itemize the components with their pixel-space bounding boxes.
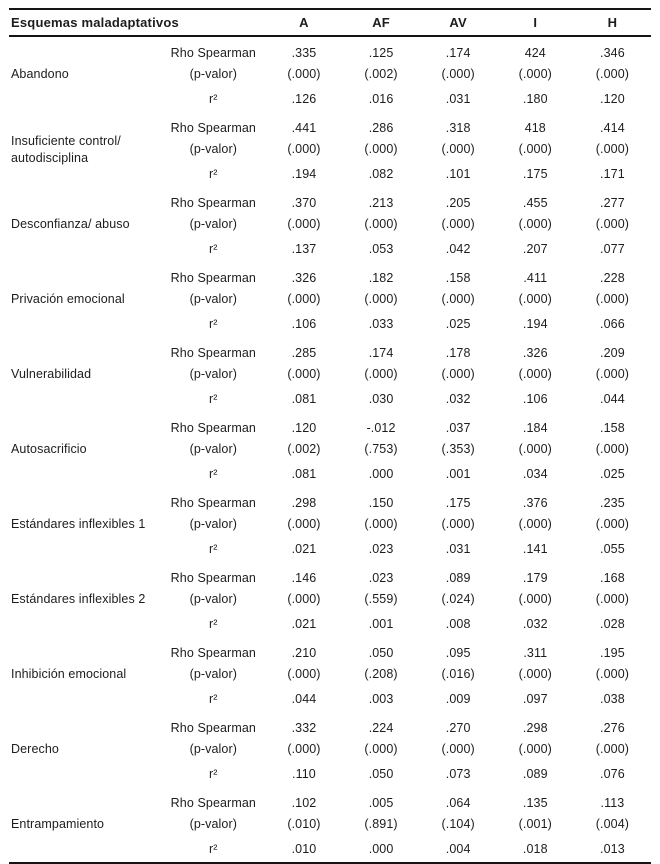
stat-label-p: (p-valor) [189, 217, 238, 231]
stat-label-cell [161, 637, 265, 685]
p-value: (.000) [518, 367, 552, 381]
cell-af [343, 36, 420, 85]
rho-value: .276 [600, 721, 625, 735]
p-value: (.000) [441, 217, 475, 231]
cell-r2-i: .141 [522, 541, 548, 556]
rho-value: .050 [368, 646, 394, 660]
rho-value: .455 [522, 196, 548, 210]
rho-value: .158 [600, 421, 625, 435]
rho-value: .182 [368, 271, 394, 285]
stat-label-p: (p-valor) [189, 367, 238, 381]
cell-r2-i: .097 [522, 691, 548, 706]
p-value: (.353) [441, 442, 475, 456]
cell-av [420, 112, 497, 160]
stat-label-p: (p-valor) [189, 742, 238, 756]
stat-label-cell [161, 262, 265, 310]
p-value: (.000) [595, 592, 630, 606]
cell-r2-av: .001 [445, 466, 471, 481]
rho-value: .318 [445, 121, 471, 135]
p-value: (.000) [287, 292, 321, 306]
cell-r2-h: .044 [600, 391, 625, 406]
cell-i [497, 637, 574, 685]
p-value: (.000) [595, 142, 630, 156]
rho-value: .120 [291, 421, 317, 435]
table-row-rho-p [9, 412, 651, 460]
cell-r2-av: .031 [445, 91, 471, 106]
cell-i [497, 787, 574, 835]
cell-r2-av: .031 [445, 541, 471, 556]
stat-label-r2: r² [209, 541, 218, 556]
cell-r2-a: .126 [291, 91, 317, 106]
table-title: Esquemas maladaptativos [9, 9, 265, 36]
cell-av [420, 787, 497, 835]
stat-label-r2: r² [209, 616, 218, 631]
cell-r2-av: .004 [445, 841, 471, 856]
p-value: (.000) [595, 292, 630, 306]
p-value: (.000) [364, 142, 398, 156]
cell-h [574, 337, 651, 385]
p-value: (.000) [595, 217, 630, 231]
p-value: (.000) [441, 67, 475, 81]
cell-r2-i: .032 [522, 616, 548, 631]
p-value: (.753) [364, 442, 398, 456]
stat-label-r2: r² [209, 466, 218, 481]
stat-label-cell [161, 487, 265, 535]
rho-value: .326 [522, 346, 548, 360]
p-value: (.000) [287, 367, 321, 381]
cell-r2-av: .009 [445, 691, 471, 706]
rho-value: .005 [368, 796, 394, 810]
p-value: (.004) [595, 817, 630, 831]
p-value: (.559) [364, 592, 398, 606]
cell-i [497, 187, 574, 235]
cell-r2-av: .025 [445, 316, 471, 331]
cell-af [343, 487, 420, 535]
rho-value: .175 [445, 496, 471, 510]
cell-i [497, 337, 574, 385]
cell-av [420, 337, 497, 385]
stat-label-cell [161, 787, 265, 835]
rho-value: .125 [368, 46, 394, 60]
cell-r2-a: .044 [291, 691, 317, 706]
cell-r2-a: .194 [291, 166, 317, 181]
table-header [9, 9, 651, 36]
cell-r2-h: .120 [600, 91, 625, 106]
cell-af [343, 187, 420, 235]
p-value: (.000) [518, 142, 552, 156]
cell-af [343, 262, 420, 310]
p-value: (.016) [441, 667, 475, 681]
cell-af [343, 562, 420, 610]
cell-h [574, 712, 651, 760]
rho-value: .441 [291, 121, 317, 135]
cell-r2-af: .016 [368, 91, 394, 106]
cell-h [574, 412, 651, 460]
cell-r2-a: .106 [291, 316, 317, 331]
cell-av [420, 712, 497, 760]
cell-av [420, 262, 497, 310]
schema-label: Desconfianza/ abuso [11, 217, 130, 231]
table-row-rho-p [9, 112, 651, 160]
rho-value: .146 [291, 571, 317, 585]
rho-value: .174 [368, 346, 394, 360]
stat-label-rho: Rho Spearman [170, 796, 256, 810]
stat-label-p: (p-valor) [189, 67, 238, 81]
stat-label-r2: r² [209, 766, 218, 781]
cell-r2-af: .082 [368, 166, 394, 181]
cell-av [420, 187, 497, 235]
rho-value: .298 [522, 721, 548, 735]
p-value: (.000) [595, 517, 630, 531]
cell-av [420, 36, 497, 85]
column-header-i: I [497, 9, 574, 36]
cell-r2-i: .180 [522, 91, 548, 106]
p-value: (.000) [441, 517, 475, 531]
cell-a [265, 562, 342, 610]
stat-label-p: (p-valor) [189, 442, 238, 456]
cell-af [343, 412, 420, 460]
rho-value: .213 [368, 196, 394, 210]
stat-label-rho: Rho Spearman [170, 196, 256, 210]
rho-value: .089 [445, 571, 471, 585]
header-row [9, 9, 651, 36]
cell-a [265, 712, 342, 760]
cell-r2-h: .038 [600, 691, 625, 706]
rho-value: 424 [524, 46, 546, 60]
cell-r2-a: .081 [291, 391, 317, 406]
cell-h [574, 36, 651, 85]
stat-label-rho: Rho Spearman [170, 496, 256, 510]
rho-value: .311 [523, 646, 548, 660]
rho-value: .158 [445, 271, 471, 285]
rho-value: .335 [291, 46, 317, 60]
stat-label-rho: Rho Spearman [170, 721, 256, 735]
p-value: (.891) [364, 817, 398, 831]
p-value: (.000) [518, 442, 552, 456]
rho-value: .370 [291, 196, 317, 210]
rho-value: .195 [600, 646, 625, 660]
cell-h [574, 637, 651, 685]
column-header-av: AV [420, 9, 497, 36]
cell-r2-af: .030 [368, 391, 394, 406]
cell-r2-af: .003 [368, 691, 394, 706]
table-row-rho-p [9, 187, 651, 235]
p-value: (.000) [364, 367, 398, 381]
cell-h [574, 187, 651, 235]
cell-r2-a: .010 [291, 841, 317, 856]
table-row-rho-p [9, 262, 651, 310]
column-header-a: A [265, 9, 342, 36]
cell-av [420, 562, 497, 610]
rho-value: 418 [524, 121, 546, 135]
cell-r2-i: .089 [522, 766, 548, 781]
p-value: (.000) [441, 292, 475, 306]
p-value: (.000) [518, 517, 552, 531]
cell-h [574, 262, 651, 310]
table-row-rho-p [9, 712, 651, 760]
correlation-table [9, 8, 651, 864]
p-value: (.000) [441, 742, 475, 756]
rho-value: .174 [445, 46, 471, 60]
stat-label-cell [161, 562, 265, 610]
p-value: (.000) [287, 742, 321, 756]
cell-r2-af: .000 [368, 841, 394, 856]
rho-value: .209 [600, 346, 625, 360]
schema-label: Privación emocional [11, 292, 125, 306]
schema-label: Estándares inflexibles 1 [11, 517, 146, 531]
cell-r2-af: .000 [368, 466, 394, 481]
p-value: (.104) [441, 817, 475, 831]
stat-label-r2: r² [209, 91, 218, 106]
rho-value: .102 [291, 796, 317, 810]
cell-r2-af: .050 [368, 766, 394, 781]
cell-r2-i: .034 [522, 466, 548, 481]
cell-i [497, 712, 574, 760]
cell-i [497, 262, 574, 310]
p-value: (.000) [595, 742, 630, 756]
cell-a [265, 187, 342, 235]
cell-af [343, 112, 420, 160]
rho-value: .178 [445, 346, 471, 360]
cell-h [574, 487, 651, 535]
p-value: (.000) [287, 67, 321, 81]
p-value: (.000) [518, 592, 552, 606]
stat-label-r2: r² [209, 241, 218, 256]
rho-value: .270 [445, 721, 471, 735]
rho-value: .346 [600, 46, 625, 60]
cell-r2-af: .023 [368, 541, 394, 556]
p-value: (.024) [441, 592, 475, 606]
p-value: (.000) [364, 742, 398, 756]
cell-a [265, 487, 342, 535]
column-header-af: AF [343, 9, 420, 36]
rho-value: .210 [291, 646, 317, 660]
rho-value: .113 [600, 796, 625, 810]
rho-value: .179 [522, 571, 548, 585]
cell-r2-h: .055 [600, 541, 625, 556]
stat-label-cell [161, 112, 265, 160]
cell-r2-h: .066 [600, 316, 625, 331]
stat-label-rho: Rho Spearman [170, 121, 256, 135]
stat-label-rho: Rho Spearman [170, 571, 256, 585]
cell-a [265, 36, 342, 85]
cell-h [574, 787, 651, 835]
rho-value: .205 [445, 196, 471, 210]
cell-r2-i: .207 [522, 241, 548, 256]
schema-label: Vulnerabilidad [11, 367, 92, 381]
stat-label-rho: Rho Spearman [170, 421, 256, 435]
table-row-rho-p [9, 487, 651, 535]
stat-label-r2: r² [209, 166, 218, 181]
cell-r2-h: .028 [600, 616, 625, 631]
schema-label: Insuficiente control/ autodisciplina [11, 133, 121, 165]
stat-label-r2: r² [209, 691, 218, 706]
table-row-rho-p [9, 36, 651, 85]
rho-value: .285 [291, 346, 317, 360]
stat-label-rho: Rho Spearman [170, 646, 256, 660]
rho-value: .376 [522, 496, 548, 510]
p-value: (.000) [441, 367, 475, 381]
cell-r2-av: .008 [445, 616, 471, 631]
column-header-h: H [574, 9, 651, 36]
rho-value: .414 [600, 121, 625, 135]
p-value: (.010) [287, 817, 321, 831]
cell-i [497, 487, 574, 535]
p-value: (.000) [364, 217, 398, 231]
p-value: (.000) [287, 667, 321, 681]
rho-value: .277 [600, 196, 625, 210]
schema-label: Estándares inflexibles 2 [11, 592, 146, 606]
cell-av [420, 637, 497, 685]
cell-i [497, 562, 574, 610]
p-value: (.000) [364, 517, 398, 531]
stat-label-cell [161, 337, 265, 385]
rho-value: -.012 [366, 421, 396, 435]
table-row-rho-p [9, 637, 651, 685]
cell-r2-af: .033 [368, 316, 394, 331]
cell-a [265, 637, 342, 685]
schema-label: Entrampamiento [11, 817, 105, 831]
p-value: (.000) [287, 217, 321, 231]
stat-label-cell [161, 412, 265, 460]
p-value: (.000) [364, 292, 398, 306]
schema-label: Inhibición emocional [11, 667, 127, 681]
rho-value: .064 [445, 796, 471, 810]
stat-label-p: (p-valor) [189, 817, 238, 831]
p-value: (.208) [364, 667, 398, 681]
cell-h [574, 562, 651, 610]
rho-value: .332 [291, 721, 317, 735]
table-row-rho-p [9, 337, 651, 385]
stat-label-cell [161, 712, 265, 760]
cell-af [343, 337, 420, 385]
cell-h [574, 112, 651, 160]
cell-a [265, 112, 342, 160]
rho-value: .150 [368, 496, 394, 510]
cell-r2-av: .032 [445, 391, 471, 406]
cell-af [343, 637, 420, 685]
p-value: (.000) [595, 67, 630, 81]
stat-label-p: (p-valor) [189, 667, 238, 681]
cell-a [265, 787, 342, 835]
cell-a [265, 412, 342, 460]
rho-value: .224 [368, 721, 394, 735]
stat-label-rho: Rho Spearman [170, 346, 256, 360]
cell-i [497, 36, 574, 85]
cell-r2-a: .081 [291, 466, 317, 481]
stat-label-cell [161, 36, 265, 85]
rho-value: .095 [445, 646, 471, 660]
cell-r2-h: .013 [600, 841, 625, 856]
p-value: (.000) [518, 742, 552, 756]
cell-i [497, 412, 574, 460]
p-value: (.000) [287, 142, 321, 156]
cell-r2-av: .042 [445, 241, 471, 256]
p-value: (.000) [518, 67, 552, 81]
cell-af [343, 787, 420, 835]
p-value: (.000) [595, 667, 630, 681]
schema-label: Abandono [11, 67, 69, 81]
stat-label-p: (p-valor) [189, 142, 238, 156]
cell-r2-a: .110 [292, 766, 316, 781]
cell-r2-i: .018 [522, 841, 548, 856]
rho-value: .235 [600, 496, 625, 510]
p-value: (.000) [287, 592, 321, 606]
stat-label-r2: r² [209, 316, 218, 331]
stat-label-r2: r² [209, 841, 218, 856]
stat-label-rho: Rho Spearman [170, 271, 256, 285]
p-value: (.000) [441, 142, 475, 156]
p-value: (.000) [518, 667, 552, 681]
cell-a [265, 262, 342, 310]
rho-value: .326 [291, 271, 317, 285]
cell-r2-av: .073 [445, 766, 471, 781]
p-value: (.000) [595, 367, 630, 381]
cell-r2-i: .194 [522, 316, 548, 331]
p-value: (.000) [518, 292, 552, 306]
cell-r2-af: .053 [368, 241, 394, 256]
p-value: (.002) [287, 442, 321, 456]
p-value: (.000) [287, 517, 321, 531]
table-row-rho-p [9, 787, 651, 835]
rho-value: .411 [523, 271, 548, 285]
cell-r2-i: .175 [522, 166, 548, 181]
rho-value: .286 [368, 121, 394, 135]
p-value: (.000) [518, 217, 552, 231]
cell-r2-h: .077 [600, 241, 625, 256]
cell-av [420, 487, 497, 535]
p-value: (.000) [595, 442, 630, 456]
stat-label-p: (p-valor) [189, 292, 238, 306]
cell-af [343, 712, 420, 760]
cell-r2-h: .025 [600, 466, 625, 481]
cell-a [265, 337, 342, 385]
stat-label-p: (p-valor) [189, 592, 238, 606]
rho-value: .037 [445, 421, 471, 435]
cell-r2-av: .101 [445, 166, 471, 181]
cell-r2-a: .021 [291, 616, 317, 631]
cell-r2-h: .171 [600, 166, 625, 181]
stat-label-cell [161, 187, 265, 235]
rho-value: .228 [600, 271, 625, 285]
rho-value: .135 [522, 796, 548, 810]
rho-value: .168 [600, 571, 625, 585]
stat-label-p: (p-valor) [189, 517, 238, 531]
schema-label: Derecho [11, 742, 59, 756]
rho-value: .298 [291, 496, 317, 510]
cell-r2-h: .076 [600, 766, 625, 781]
p-value: (.001) [518, 817, 552, 831]
rho-value: .184 [522, 421, 548, 435]
table-body [9, 36, 651, 863]
schema-label: Autosacrificio [11, 442, 87, 456]
cell-r2-a: .137 [291, 241, 317, 256]
cell-r2-a: .021 [291, 541, 317, 556]
p-value: (.002) [364, 67, 398, 81]
table-row-rho-p [9, 562, 651, 610]
cell-av [420, 412, 497, 460]
rho-value: .023 [368, 571, 394, 585]
stat-label-r2: r² [209, 391, 218, 406]
stat-label-rho: Rho Spearman [170, 46, 256, 60]
cell-i [497, 112, 574, 160]
cell-r2-af: .001 [368, 616, 394, 631]
cell-r2-i: .106 [522, 391, 548, 406]
